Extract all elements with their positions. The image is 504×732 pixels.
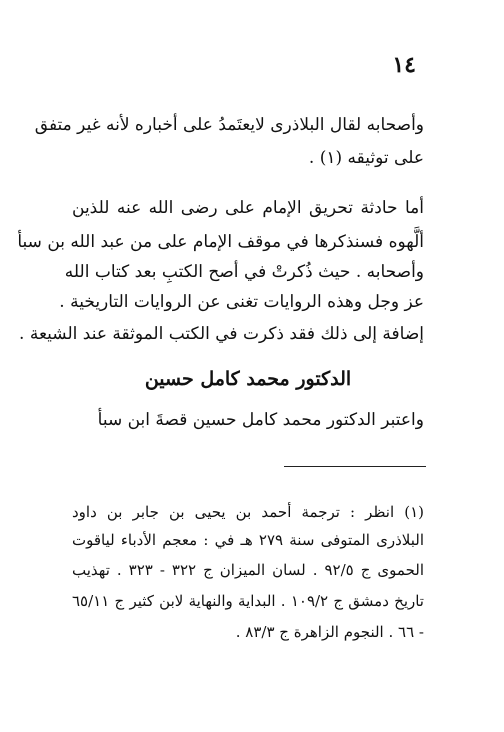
text-line: إضافة إلى ذلك فقد ذكرت في الكتب الموثقة عند الشيعة . (19, 324, 424, 344)
text-line: على توثيقه (١) . (308, 148, 424, 168)
page-number: ١٤ (392, 52, 416, 78)
footnote-line: البلاذرى المتوفى سنة ٢٧٩ هـ في : معجم الأدباء لياقوت (72, 531, 424, 549)
text-line: أما حادثة تحريق الإمام على رضى الله عنه للذين (72, 198, 424, 218)
section-heading: الدكتور محمد كامل حسين (144, 368, 352, 390)
footnote-line: (١) انظر : ترجمة أحمد بن يحيى بن جابر بن داود (72, 503, 424, 521)
text-line: وأصحابه لقال البلاذرى لايعتَمدُ على أخباره لأنه غير متفق (34, 115, 424, 135)
text-line: وأصحابه . حيث ذُكرتْ في أصح الكتبِ بعد كتاب الله (64, 262, 424, 282)
footnote-line: - ٦٦ . النجوم الزاهرة ج ٨٣/٣ . (235, 623, 424, 641)
text-line: عز وجل وهذه الروايات تغنى عن الروايات التاريخية . (59, 292, 424, 312)
footnote-line: الحموى ج ٩٢/٥ . لسان الميزان ج ٣٢٢ - ٣٢٣ . تهذيب (72, 561, 424, 579)
text-line: واعتبر الدكتور محمد كامل حسين قصةَ ابن سبأ (97, 410, 424, 430)
footnote-line: تاريخ دمشق ج ١٠٩/٢ . البداية والنهاية لابن كثير ج ٦٥/١١ (72, 592, 424, 610)
text-line: ألَّهوه فسنذكرها في موقف الإمام على من عبد الله بن سبأ (17, 232, 424, 252)
footnote-separator (284, 466, 426, 467)
